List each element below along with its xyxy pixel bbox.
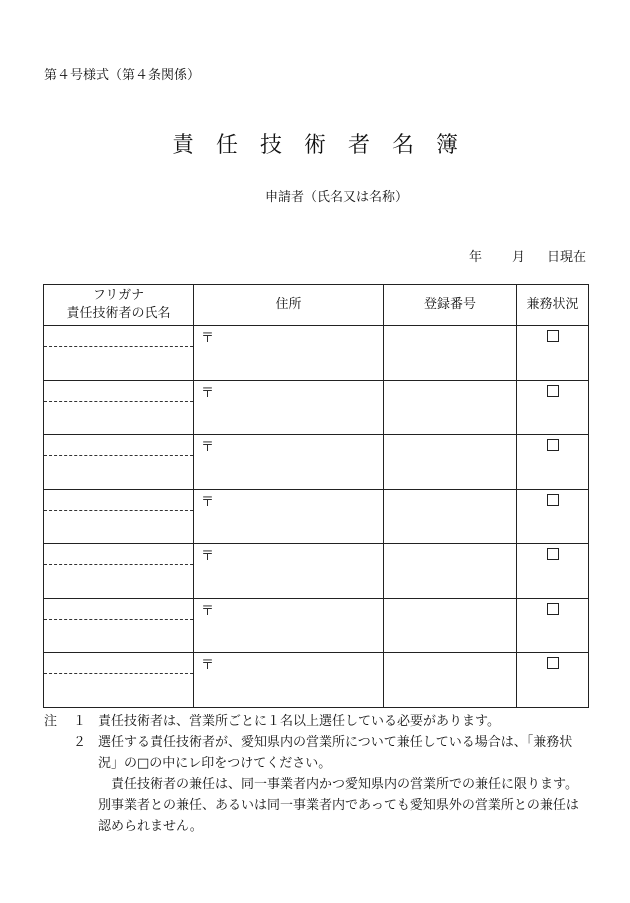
header-address: 住所 [194, 285, 384, 326]
registration-cell[interactable] [384, 489, 517, 544]
technician-roster-table [43, 284, 589, 708]
name-cell[interactable] [44, 380, 194, 435]
address-cell[interactable] [194, 544, 384, 599]
header-registration-number: 登録番号 [384, 285, 517, 326]
name-cell[interactable] [44, 326, 194, 381]
status-cell [517, 380, 589, 435]
date-month: 月 [511, 250, 525, 265]
applicant-label: 申請者（氏名又は名称） [265, 190, 409, 205]
header-technician-name: 責任技術者の氏名 [66, 306, 171, 321]
registration-cell[interactable] [384, 435, 517, 490]
address-cell[interactable] [194, 653, 384, 708]
notes-label: 注 [44, 714, 58, 729]
document-title: 責任技術者名簿 [171, 133, 480, 158]
concurrent-checkbox[interactable] [547, 603, 559, 615]
date-line [469, 246, 586, 265]
table-row [44, 435, 589, 490]
note-number: ２ [73, 735, 87, 750]
name-cell[interactable] [44, 489, 194, 544]
header-concurrent-status: 兼務状況 [517, 285, 589, 326]
header-furigana: フリガナ [92, 288, 145, 303]
postal-mark: 〒 [201, 658, 215, 673]
registration-cell[interactable] [384, 653, 517, 708]
table-row [44, 544, 589, 599]
table-row [44, 489, 589, 544]
name-cell[interactable] [44, 544, 194, 599]
furigana-divider [44, 346, 193, 347]
status-cell [517, 653, 589, 708]
date-day-current: 日現在 [546, 250, 586, 265]
address-cell[interactable] [194, 435, 384, 490]
address-cell[interactable] [194, 598, 384, 653]
postal-mark: 〒 [201, 385, 215, 401]
furigana-divider [44, 564, 193, 565]
postal-mark: 〒 [201, 440, 215, 455]
furigana-divider [44, 455, 193, 456]
name-cell[interactable] [44, 435, 194, 490]
concurrent-checkbox[interactable] [547, 330, 559, 342]
address-cell[interactable] [194, 489, 384, 544]
concurrent-checkbox[interactable] [547, 548, 559, 560]
table-row [44, 598, 589, 653]
furigana-divider [44, 619, 193, 620]
furigana-divider [44, 401, 193, 402]
note-item [44, 711, 590, 732]
name-cell[interactable] [44, 598, 194, 653]
registration-cell[interactable] [384, 598, 517, 653]
note-item [44, 732, 590, 774]
note-number: １ [73, 714, 87, 729]
status-cell [517, 598, 589, 653]
header-name [44, 285, 194, 326]
note-continuation-text: 責任技術者の兼任は、同一事業者内かつ愛知県内の営業所での兼任に限ります。別事業者との兼任、あるいは同一事業者内であっても愛知県外の営業所との兼任は認められません。 [98, 777, 579, 834]
registration-cell[interactable] [384, 326, 517, 381]
date-year: 年 [468, 250, 482, 265]
note-text: 選任する責任技術者が、愛知県内の営業所について兼任している場合は、「兼務状況」の□の中にレ印をつけてください。 [98, 735, 573, 771]
status-cell [517, 326, 589, 381]
furigana-divider [44, 673, 193, 674]
form-number: 第４号様式（第４条関係） [44, 68, 201, 83]
name-cell[interactable] [44, 653, 194, 708]
table-row [44, 380, 589, 435]
address-cell[interactable] [194, 326, 384, 381]
concurrent-checkbox[interactable] [547, 657, 559, 669]
postal-mark: 〒 [201, 331, 215, 346]
registration-cell[interactable] [384, 544, 517, 599]
concurrent-checkbox[interactable] [547, 494, 559, 506]
postal-mark: 〒 [201, 549, 215, 564]
registration-cell[interactable] [384, 380, 517, 435]
table-row [44, 326, 589, 381]
concurrent-checkbox[interactable] [547, 385, 559, 397]
address-cell[interactable] [194, 380, 384, 435]
note-continuation [44, 774, 590, 837]
postal-mark: 〒 [201, 603, 215, 619]
table-row [44, 653, 589, 708]
status-cell [517, 544, 589, 599]
concurrent-checkbox[interactable] [547, 439, 559, 451]
table-header-row [44, 285, 589, 326]
status-cell [517, 489, 589, 544]
notes-section [44, 711, 590, 837]
status-cell [517, 435, 589, 490]
note-text: 責任技術者は、営業所ごとに１名以上選任している必要があります。 [98, 714, 500, 729]
postal-mark: 〒 [201, 494, 215, 510]
furigana-divider [44, 510, 193, 511]
